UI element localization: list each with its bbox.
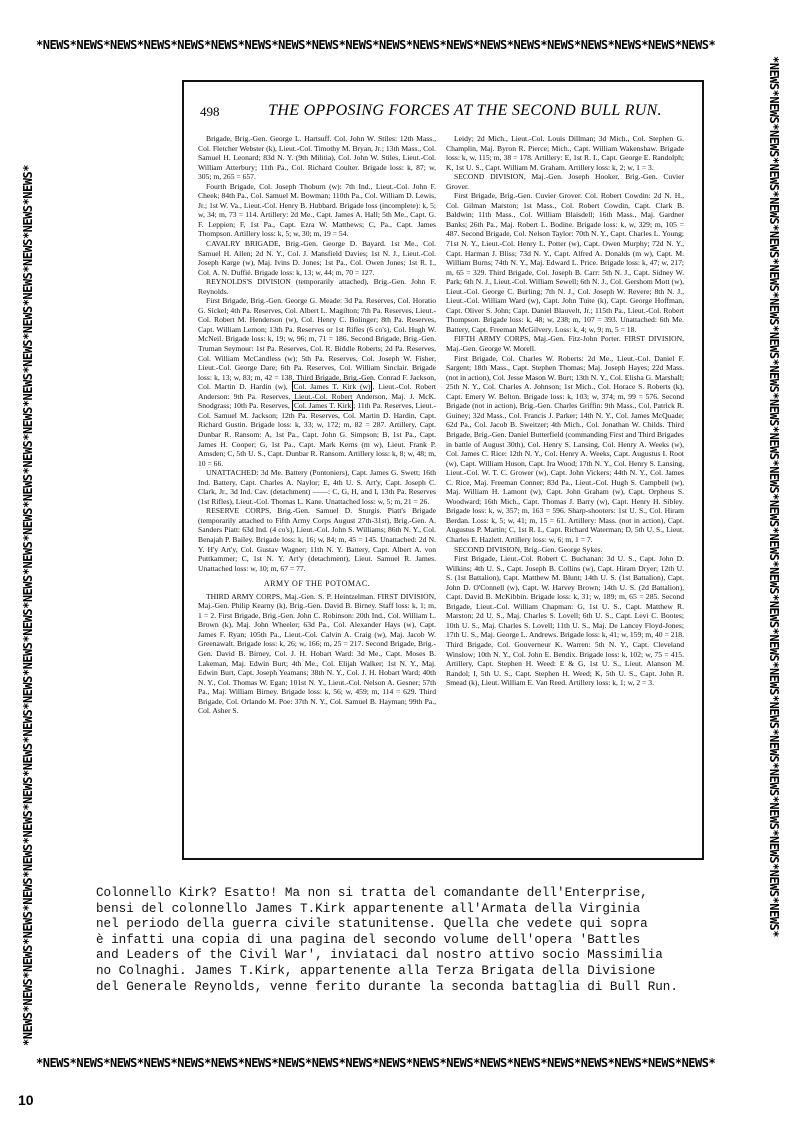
clipping-page-number: 498 bbox=[200, 104, 220, 119]
roster-paragraph: First Brigade, Brig.-Gen. Cuvier Grover. Col. Robert Cowdin: 2d N. H., Col. Gilman Marston; 1st Mass., Col. Robert Cowdin, Capt. Clark B. Baldwin; 11th Mass., Col. William Blaisdell; 16th Mass., Maj. Gardner Banks; 26th Pa., Maj. Robert L. Bodine. Brigade loss: k, w, 329; m, 105 = 487. Second Brigade, Col. Nelson Taylor: 70th N. Y., Capt. Charles L. Young; 71st N. Y., Lieut.-Col. Henry L. Potter (w), Capt. Owen Murphy; 72d N. Y., Capt. Harman J. Bliss; 73d N. Y., Capt. Alfred A. Donalds (m w), Capt. M. William Burns; 74th N. Y., Maj. Edward L. Price. Brigade loss: k, 47; w, 217; m, 65 = 329. Third Brigade, Col. Joseph B. Carr: 5th N. J., Capt. Sidney W. Park; 6th N. J., Lieut.-Col. William Sewell; 6th N. J., Col. Gershom Mott (w), Lieut.-Col. George C. Burling; 7th N. J., Col. Joseph W. Revere; 8th N. J., Lieut.-Col. William Ward (w), Capt. John Tuite (k), Capt. George Hoffman, Capt. Oliver S. John; Capt. Daniel Blauvelt, Jr.; 115th Pa., Lieut.-Col. Robert Thompson. Brigade loss: k, 48; w, 238; m, 107 = 393. Unattached: 6th Me. Battery, Capt. Freeman McGilvery. Loss: k, 4; w, 9; m, 5 = 18. bbox=[446, 191, 684, 334]
clipping-heading: THE OPPOSING FORCES AT THE SECOND BULL RUN. bbox=[268, 102, 662, 119]
roster-paragraph: FIFTH ARMY CORPS, Maj.-Gen. Fitz-John Porter. FIRST DIVISION, Maj.-Gen. George W. Morell. bbox=[446, 334, 684, 354]
roster-paragraph: First Brigade, Lieut.-Col. Robert C. Buchanan: 3d U. S., Capt. John D. Wilkins; 4th U. S., Capt. Joseph B. Collins (w), Capt. Hiram Dryer; 12th U. S. (1st Battalion), Capt. Matthew M. Blunt; 14th U. S. (1st Battalion), Capt. John D. O'Connell (w), Capt. W. Harvey Brown; 14th U. S. (2d Battalion), Capt. David B. McKibbin. Brigade loss: k, 31; w, 189; m, 65 = 285. Second Brigade, Lieut.-Col. William Chapman: G, 1st U. S., Capt. Matthew R. Marston; 2d U. S., Maj. Charles S. Lovell; 6th U. S., Capt. Levi C. Bootes; 10th U. S., Maj. Charles S. Lovell; 11th U. S., Maj. De Lancey Floyd-Jones; 17th U. S., Maj. George L. Andrews. Brigade loss: k, 41; w, 159; m, 40 = 218. Third Brigade, Col. Gouverneur K. Warren: 5th N. Y., Capt. Cleveland Winslow; 10th N. Y., Col. John E. Bendix. Brigade loss: k, 102; w, 75 = 415. Artillery, Capt. Stephen H. Weed: E & G, 1st U. S., Lieut. Alanson M. Randol; I, 5th U. S., Capt. Stephen H. Weed; K, 5th U. S., Capt. John R. Smead (k), Lieut. William E. Van Reed. Artillery loss: k, 1; w, 2 = 3. bbox=[446, 554, 684, 688]
roster-paragraph: CAVALRY BRIGADE, Brig.-Gen. George D. Bayard. 1st Me., Col. Samuel H. Allen; 2d N. Y., Col. J. Mansfield Davies; 1st N. J., Lieut.-Col. Joseph Karge (w), Maj. Ivins D. Jones; 1st Pa., Col. Owen Jones; 1st R. I., Col. A. N. Duffié. Brigade loss: k, 13; w, 44; m, 70 = 127. bbox=[198, 239, 436, 277]
italian-caption: Colonnello Kirk? Esatto! Ma non si tratta del comandante dell'Enterprise, bensi del colonnello James T.Kirk appartenente all'Armata della Virginia nel periodo della guerra civile statunitense. Quella che vedete qui sopra è infatti una copia di una pagina del secondo volume dell'opera 'Battles and Leaders of the Civil War', inviataci dal nostro attivo socio Massimilia no Colnaghi. James T.Kirk, appartenente alla Terza Brigata della Divisione del Generale Reynolds, venne ferito durante la seconda battaglia di Bull Run. bbox=[96, 886, 678, 994]
page-number: 10 bbox=[18, 1092, 34, 1108]
roster-paragraph: Fourth Brigade, Col. Joseph Thoburn (w): 7th Ind., Lieut.-Col. John F. Cheek; 84th Pa., Col. Samuel M. Bowman; 110th Pa., Col. William D. Lewis, Jr.; 1st W. Va., Lieut.-Col. Henry B. Hubbard. Brigade loss (incomplete): k, 5; w, 34; m, 73 = 114. Artillery: 2d Me., Capt. James A. Hall; 5th Me., Capt. G. F. Leppien; F, 1st Pa., Capt. Ezra W. Matthews; C, Pa., Capt. James Thompson. Artillery loss: k, 5; w, 30; m, 19 = 54. bbox=[198, 181, 436, 239]
roster-paragraph-kirk bbox=[198, 296, 436, 468]
section-heading: ARMY OF THE POTOMAC. bbox=[263, 579, 371, 589]
roster-paragraph: SECOND DIVISION, Brig.-Gen. George Sykes. bbox=[454, 544, 603, 554]
news-border-top: *NEWS*NEWS*NEWS*NEWS*NEWS*NEWS*NEWS*NEWS*NEWS*NEWS*NEWS*NEWS*NEWS*NEWS*NEWS*NEWS*NEWS*NEWS*NEWS*NEWS* bbox=[36, 38, 716, 52]
roster-paragraph: REYNOLDS'S DIVISION (temporarily attached), Brig.-Gen. John F. Reynolds. bbox=[198, 277, 436, 296]
news-border-bottom: *NEWS*NEWS*NEWS*NEWS*NEWS*NEWS*NEWS*NEWS*NEWS*NEWS*NEWS*NEWS*NEWS*NEWS*NEWS*NEWS*NEWS*NEWS*NEWS*NEWS* bbox=[36, 1056, 716, 1070]
news-border-right: *NEWS*NEWS*NEWS*NEWS*NEWS*NEWS*NEWS*NEWS*NEWS*NEWS*NEWS*NEWS*NEWS*NEWS*NEWS*NEWS*NEWS*NEWS*NEWS*NEWS*NEWS*NEWS*NEWS*NEWS*NEWS*NEWS* bbox=[767, 56, 781, 937]
roster-paragraph: SECOND DIVISION, Maj.-Gen. Joseph Hooker, Brig.-Gen. Cuvier Grover. bbox=[446, 172, 684, 191]
kirk-highlight-box: Col. James T. Kirk bbox=[293, 401, 352, 411]
clipping-right-column bbox=[446, 134, 684, 688]
news-border-left: *NEWS*NEWS*NEWS*NEWS*NEWS*NEWS*NEWS*NEWS*NEWS*NEWS*NEWS*NEWS*NEWS*NEWS*NEWS*NEWS*NEWS*NEWS*NEWS*NEWS*NEWS*NEWS*NEWS*NEWS*NEWS*NEWS* bbox=[21, 165, 35, 1046]
clipping-header bbox=[200, 102, 690, 124]
roster-paragraph: Leidy; 2d Mich., Lieut.-Col. Louis Dillman; 3d Mich., Col. Stephen G. Champlin, Maj. Byron R. Pierce; Mich., Capt. William Wakenshaw. Brigade loss: k, w, 115; m, 38 = 178. Artillery: E, 1st R. I., Capt. George E. Randolph; K, 1st U. S., Capt. William M. Graham. Artillery loss: k, 2; w, 1 = 3. bbox=[446, 134, 684, 172]
roster-paragraph: First Brigade, Col. Charles W. Roberts: 2d Me., Lieut.-Col. Daniel F. Sargent; 18th Mass., Capt. Stephen Thomas; Maj. Joseph Hayes; 22d Mass. (not in action), Col. Jesse Mason W. Burt; 13th N. Y., Col. Elisha G. Marshall; 25th N. Y., Col. Charles A. Johnson; 1st Mich., Col. Horace S. Roberts (k), Capt. Emery W. Belton. Brigade loss: k, 103; w, 374; m, 99 = 576. Second Brigade (not in action), Brig.-Gen. Charles Griffin: 9th Mass., Col. Patrick R. Guiney; 32d Mass., Col. Francis J. Parker; 14th N. Y., Col. James McQuade; 62d Pa., Col. Jacob B. Sweitzer; 4th Mich., Col. Jonathan W. Childs. Third Brigade, Brig.-Gen. Daniel Butterfield (commanding First and Third Brigades in battle of August 30th), Col. Henry S. Lansing, Col. Henry A. Weeks (w), Col. James C. Rice: 12th N. Y., Col. Henry A. Weeks, Capt. Augustus I. Root (w), Capt. William Huson, Capt. Ira Wood; 17th N. Y., Col. Henry S. Lansing, Lieut.-Col. W. T. C. Grower (w), Capt. John Vickers; 44th N. Y., Col. James C. Rice, Maj. Freeman Conner; 83d Pa., Lieut.-Col. Hugh S. Campbell (w), Maj. William H. Lamont (w), Capt. John Graham (w), Capt. Orpheus S. Woodward; 16th Mich., Capt. Thomas J. Barry (w), Capt. Henry H. Sibley. Brigade loss: k, w, 357; m, 163 = 596. Sharp-shooters: 1st U. S., Col. Hiram Berdan. Loss: k, 5; w, 41; m, 15 = 61. Artillery: Mass. (not in action), Capt. Augustus P. Martin; C, 1st R. I., Capt. Richard Waterman; D, 5th U. S., Lieut. Charles E. Hazlett. Artillery loss: w, 6; m, 1 = 7. bbox=[446, 353, 684, 544]
roster-paragraph: RESERVE CORPS, Brig.-Gen. Samuel D. Sturgis. Piatt's Brigade (temporarily attached to Fifth Army Corps August 27th-31st), Brig.-Gen. A. Sanders Piatt: 63d Ind. (4 co's), Lieut.-Col. John S. Williams; 86th N. Y., Col. Benajah P. Bailey. Brigade loss: k, 16; w, 84; m, 45 = 145. Unattached: 2d N. Y. H'y Art'y, Col. Gustav Wagner; 11th N. Y. Battery, Capt. Albert A. von Puttkammer; C, 1st N. Y. Art'y (detachment), Lieut. Samuel R. James. Unattached loss: w, 10; m, 67 = 77. bbox=[198, 506, 436, 573]
kirk-highlight-box: Col. James T. Kirk (w) bbox=[293, 382, 371, 392]
roster-text: , Lieut.-Col. Robert Anderson: 9th Pa. Reserves, Lieut.-Col. Robert Anderson, Maj. J. McK. Snodgrass; 10th Pa. Reserves, bbox=[198, 382, 436, 411]
roster-text: ; 11th Pa. Reserves, Lieut.-Col. Samuel M. Jackson; 12th Pa. Reserves, Col. Martin D. Hardin, Capt. Richard Gustin. Brigade loss: k, 33; w, 172; m, 82 = 287. Artillery, Capt. Dunbar R. Ransom: A, 1st Pa., Capt. John G. Simpson; B, 1st Pa., Capt. James H. Cooper; G, 1st Pa., Capt. Mark Kerns (m w), Lieut. Frank P. Amsden; C, 5th U. S., Capt. Dunbar R. Ransom. Artillery loss: k, 8; w, 48; m, 10 = 66. bbox=[198, 401, 436, 468]
clipping-left-column bbox=[198, 134, 436, 716]
roster-text: First Brigade, Brig.-Gen. George G. Meade: 3d Pa. Reserves, Col. Horatio G. Sickel; 4th Pa. Reserves, Col. Albert L. Magilton; 7th Pa. Reserves, Lieut.-Col. Robert M. Henderson (w), Col. Henry C. Bolinger; 8th Pa. Reserves, Capt. William Lemon; 13th Pa. Reserves or 1st Rifles (6 co's), Col. Hugh W. McNeil. Brigade loss: k, 19; w, 96; m, 71 = 186. Second Brigade, Brig.-Gen. Truman Seymour: 1st Pa. Reserves, Col. R. Biddle Roberts; 2d Pa. Reserves, Col. William McCandless (w); 5th Pa. Reserves, Col. Joseph W. Fisher, Lieut.-Col. George Dare; 6th Pa. Reserves, Col. William Sinclair. Brigade loss: k, 13; w, 83; m, 42 = 138. Third Brigade, Brig.-Gen. Conrad F. Jackson, Col. Martin D. Hardin (w), bbox=[198, 296, 436, 392]
roster-paragraph: THIRD ARMY CORPS, Maj.-Gen. S. P. Heintzelman. FIRST DIVISION, Maj.-Gen. Philip Kearny (k), Brig.-Gen. David B. Birney. Staff loss: k, 1; m, 1 = 2. First Brigade, Brig.-Gen. John C. Robinson: 20th Ind., Col. William L. Brown (k), Maj. John Wheeler; 63d Pa., Col. Alexander Hays (w), Capt. James F. Ryan; 105th Pa., Lieut.-Col. Calvin A. Craig (w), Maj. Jacob W. Greenawalt. Brigade loss: k, 26; w, 166; m, 25 = 217. Second Brigade, Brig.-Gen. David B. Birney, Col. J. H. Hobart Ward: 3d Me., Capt. Moses B. Lakeman, Maj. Edwin Burt; 4th Me., Col. Elijah Walker; 1st N. Y., Maj. Edwin Burt, Capt. Joseph Yeamans; 38th N. Y., Col. J. H. Hobart Ward; 40th N. Y., Col. Thomas W. Egan; 101st N. Y., Lieut.-Col. Nelson A. Gesner; 57th Pa., Maj. William Birney. Brigade loss: k, 56; w, 459; m, 114 = 629. Third Brigade, Col. Orlando M. Poe: 37th N. Y., Col. Samuel B. Hayman; 99th Pa., Col. Asher S. bbox=[198, 591, 436, 716]
roster-paragraph: UNATTACHED: 3d Me. Battery (Pontoniers), Capt. James G. Swett; 16th Ind. Battery, Capt. Charles A. Naylor; E, 4th U. S. Art'y, Capt. Joseph C. Clark, Jr., 3d Ind. Cav. (detachment) ——: C, G, H, and I, 13th Pa. Reserves (1st Rifles), Lieut.-Col. Thomas L. Kane. Unattached loss: w, 5; m, 21 = 26. bbox=[198, 468, 436, 506]
roster-paragraph: Brigade, Brig.-Gen. George L. Hartsuff. Col. John W. Stiles: 12th Mass., Col. Fletcher Webster (k), Lieut.-Col. Timothy M. Bryan, Jr.; 13th Mass., Col. Samuel H. Leonard; 83d N. Y. (9th Militia), Col. John W. Stiles, Lieut.-Col. William Atterbury; 11th Pa., Col. Richard Coulter. Brigade loss: k, 87; w, 305; m, 265 = 657. bbox=[198, 134, 436, 182]
book-page-clipping bbox=[182, 80, 704, 860]
